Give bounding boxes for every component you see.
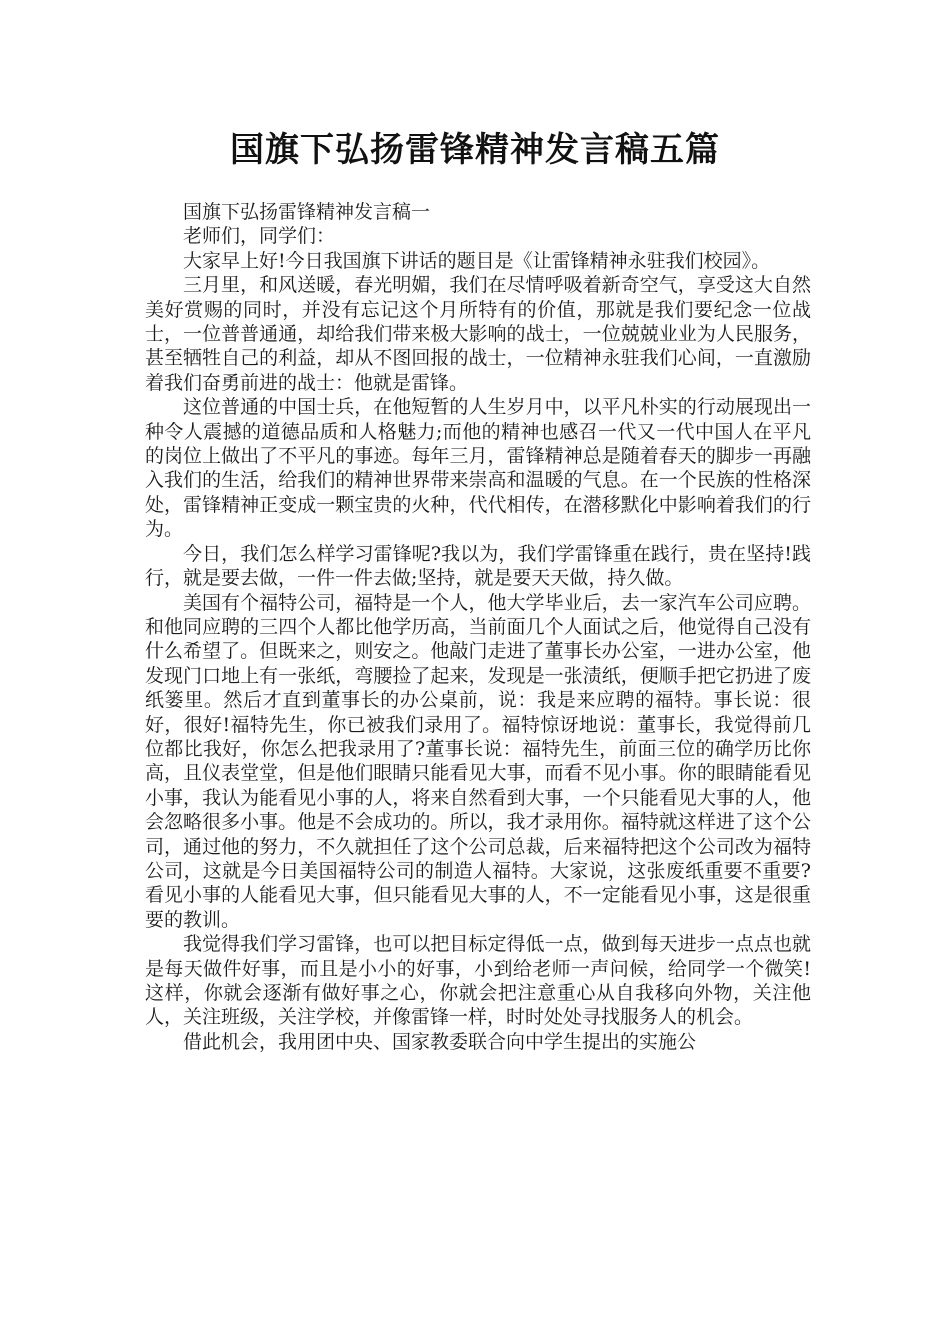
document-title: 国旗下弘扬雷锋精神发言稿五篇 <box>230 130 720 170</box>
paragraph: 今日，我们怎么样学习雷锋呢?我以为，我们学雷锋重在践行，贵在坚持!践行，就是要去做，一件一件去做;坚持，就是要天天做，持久做。 <box>145 542 811 590</box>
paragraph: 大家早上好!今日我国旗下讲话的题目是《让雷锋精神永驻我们校园》。 <box>183 249 771 272</box>
paragraph-salutation: 老师们，同学们： <box>183 225 336 248</box>
document-body <box>145 200 811 1054</box>
paragraph: 借此机会，我用团中央、国家教委联合向中学生提出的实施公 <box>183 1030 697 1053</box>
paragraph: 三月里，和风送暖，春光明媚，我们在尽情呼吸着新奇空气，享受这大自然美好赏赐的同时，并没有忘记这个月所特有的价值，那就是我们要纪念一位战士，一位普普通通，却给我们带来极大影响的战士，一位兢兢业业为人民服务，甚至牺牲自己的利益，却从不图回报的战士，一位精神永驻我们心间，一直激励着我们奋勇前进的战士：他就是雷锋。 <box>145 274 811 394</box>
paragraph: 美国有个福特公司，福特是一个人，他大学毕业后，去一家汽车公司应聘。和他同应聘的三四个人都比他学历高，当前面几个人面试之后，他觉得自己没有什么希望了。但既来之，则安之。他敲门走进了董事长办公室，一进办公室，他发现门口地上有一张纸，弯腰捡了起来，发现是一张渍纸，便顺手把它扔进了废纸篓里。然后才直到董事长的办公桌前，说：我是来应聘的福特。事长说：很好，很好!福特先生，你已被我们录用了。福特惊讶地说：董事长，我觉得前几位都比我好，你怎么把我录用了?董事长说：福特先生，前面三位的确学历比你高，且仪表堂堂，但是他们眼睛只能看见大事，而看不见小事。你的眼睛能看见小事，我认为能看见小事的人，将来自然看到大事，一个只能看见大事的人，他会忽略很多小事。他是不会成功的。所以，我才录用你。福特就这样进了这个公司，通过他的努力，不久就担任了这个公司总裁，后来福特把这个公司改为福特公司，这就是今日美国福特公司的制造人福特。大家说，这张废纸重要不重要?看见小事的人能看见大事，但只能看见大事的人，不一定能看见小事，这是很重要的教训。 <box>145 591 811 931</box>
paragraph: 这位普通的中国士兵，在他短暂的人生岁月中，以平凡朴实的行动展现出一种令人震撼的道德品质和人格魅力;而他的精神也感召一代又一代中国人在平凡的岗位上做出了不平凡的事迹。每年三月，雷锋精神总是随着春天的脚步一再融入我们的生活，给我们的精神世界带来崇高和温暖的气息。在一个民族的性格深处，雷锋精神正变成一颗宝贵的火种，代代相传，在潜移默化中影响着我们的行为。 <box>145 396 811 541</box>
paragraph: 我觉得我们学习雷锋，也可以把目标定得低一点，做到每天进步一点点也就是每天做件好事，而且是小小的好事，小到给老师一声问候，给同学一个微笑!这样，你就会逐渐有做好事之心，你就会把注意重心从自我移向外物，关注他人，关注班级，关注学校，并像雷锋一样，时时处处寻找服务人的机会。 <box>145 933 811 1029</box>
paragraph-heading: 国旗下弘扬雷锋精神发言稿一 <box>183 201 431 223</box>
